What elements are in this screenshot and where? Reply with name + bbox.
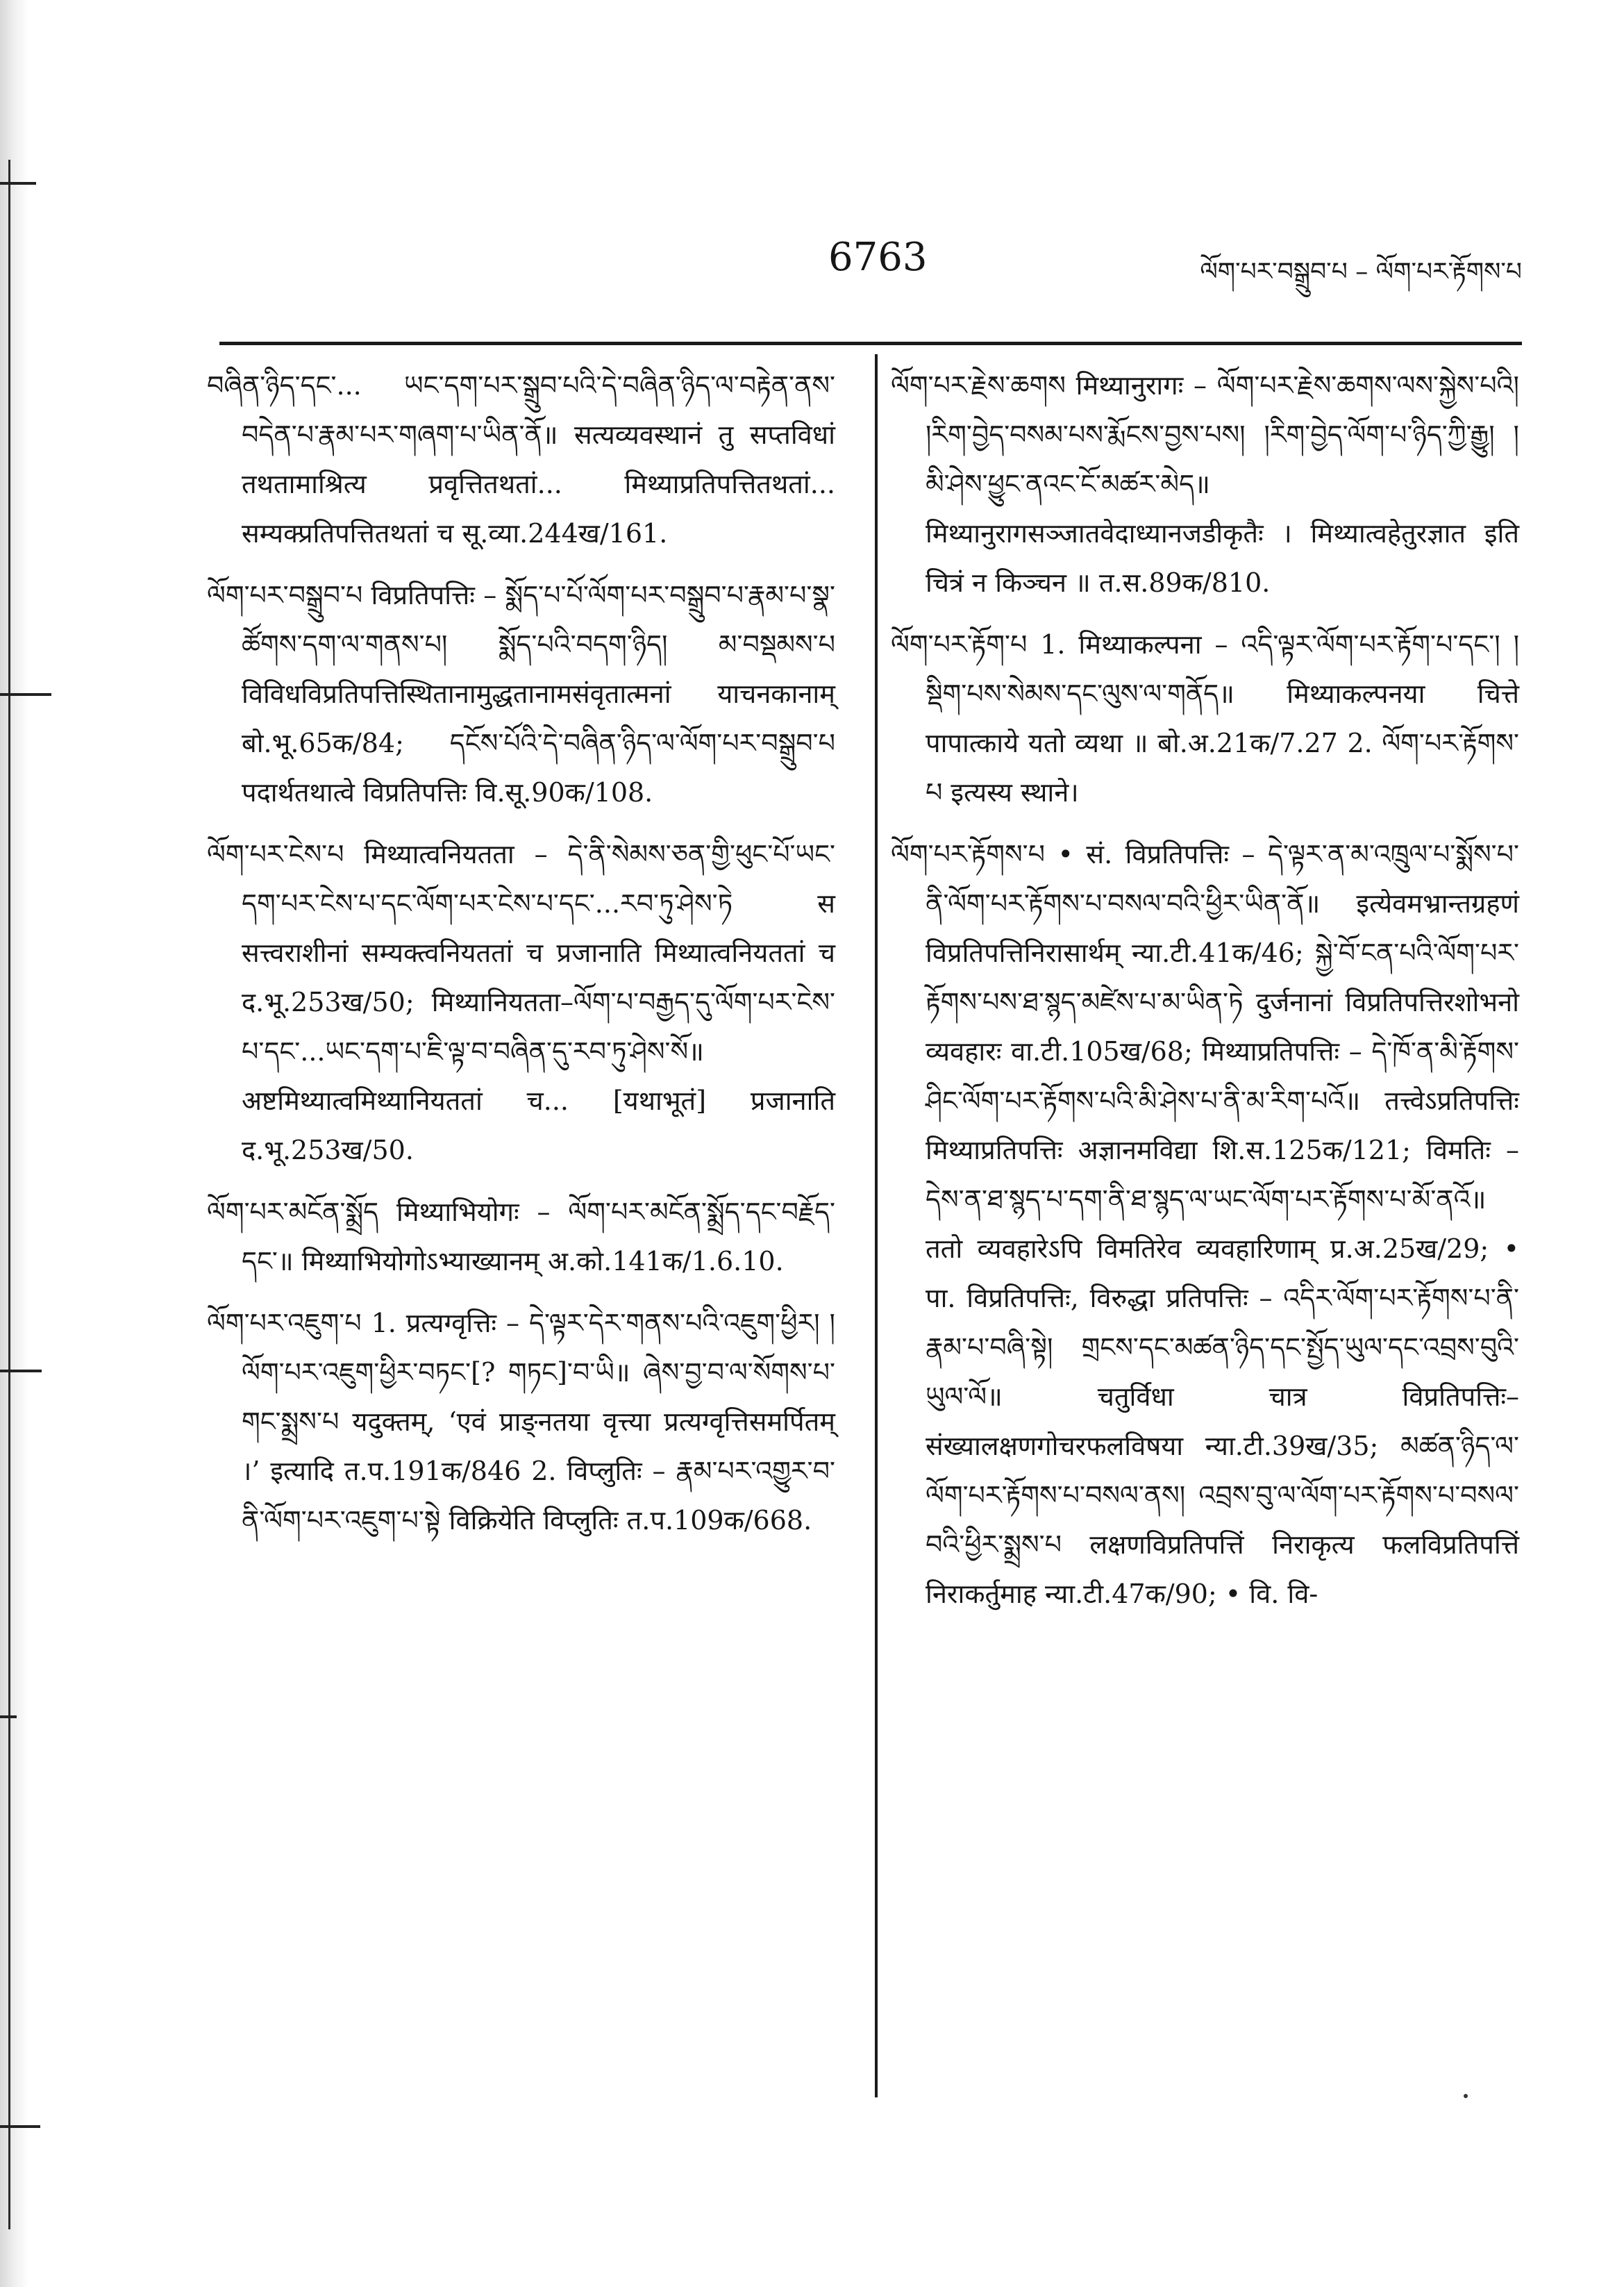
edge-tick: [0, 1370, 42, 1372]
running-header: ལོག་པར་བསྒྲུབ་པ – ལོག་པར་རྟོགས་པ: [1200, 258, 1522, 286]
edge-tick: [0, 693, 51, 696]
dictionary-entry: ལོག་པར་རྗེས་ཆགས मिथ्यानुरागः – ལོག་པར་རྗེས་ཆགས་ལས་སྐྱེས་པའི། །རིག་བྱེད་བསམ་པས་རྨོངས་བྱས་པས། །རིག་བྱེད་ལོག་པ་ཉིད་ཀྱི་རྒྱུ། །མི་ཤེས་ཕྱུང་ནའང་ངོ་མཚར་མེད॥ मिथ्यानुरागसञ्जातवेदाध्यानजडीकृतैः । मिथ्यात्वहेतुरज्ञात इति चित्रं न किञ्चन ॥ त.स.89क/810.: [891, 370, 1519, 598]
column-divider: [875, 354, 878, 2097]
scan-speck: [1464, 2094, 1468, 2098]
binding-line: [8, 160, 10, 2229]
dictionary-entry: ལོག་པར་ངེས་པ मिथ्यात्वनियतता – དེ་ནི་སེམས་ཅན་གྱི་ཕུང་པོ་ཡང་དག་པར་ངེས་པ་དང་ལོག་པར་ངེས་པ་དང་...རབ་ཏུ་ཤེས་ཏེ स सत्त्वराशीनां सम्यक्त्वनियततां च प्रजानाति मिथ्यात्वनियततां च द.भू.253ख/50; मिथ्यानियतता–ལོག་པ་བརྒྱད་དུ་ལོག་པར་ངེས་པ་དང་...ཡང་དག་པ་ཇི་ལྟ་བ་བཞིན་དུ་རབ་ཏུ་ཤེས་སོ॥ अष्टमिथ्यात्वमिथ्यानियततां च... [यथाभूतं] प्रजानाति द.भू.253ख/50.: [207, 839, 835, 1165]
dictionary-entry: ལོག་པར་རྟོགས་པ • सं. विप्रतिपत्तिः – དེ་ལྟར་ན་མ་འཁྲུལ་པ་སྨོས་པ་ནི་ལོག་པར་རྟོགས་པ་བསལ་བའི་ཕྱིར་ཡིན་ནོ॥ इत्येवमभ्रान्तग्रहणं विप्रतिपत्तिनिरासार्थम् न्या.टी.41क/46; སྐྱེ་བོ་ངན་པའི་ལོག་པར་རྟོགས་པས་ཐ་སྙད་མཛེས་པ་མ་ཡིན་ཏེ दुर्जनानां विप्रतिपत्तिरशोभनो व्यवहारः वा.टी.105ख/68; मिथ्याप्रतिपत्तिः – དེ་ཁོ་ན་མི་རྟོགས་ཤིང་ལོག་པར་རྟོགས་པའི་མི་ཤེས་པ་ནི་མ་རིག་པའོ॥ तत्त्वेऽप्रतिपत्तिः मिथ्याप्रतिपत्तिः अज्ञानमविद्या शि.स.125क/121; विमतिः – དེས་ན་ཐ་སྙད་པ་དག་ནི་ཐ་སྙད་ལ་ཡང་ལོག་པར་རྟོགས་པ་མོ་ནའོ॥ ततो व्यवहारेऽपि विमतिरेव व्यवहारिणाम् प्र.अ.25ख/29; • पा. विप्रतिपत्तिः, विरुद्धा प्रतिपत्तिः – འདིར་ལོག་པར་རྟོགས་པ་ནི་རྣམ་པ་བཞི་སྟེ། གྲངས་དང་མཚན་ཉིད་དང་སྤྱོད་ཡུལ་དང་འབྲས་བུའི་ཡུལ་ལོ॥ चतुर्विधा चात्र विप्रतिपत्तिः– संख्यालक्षणगोचरफलविषया न्या.टी.39ख/35; མཚན་ཉིད་ལ་ལོག་པར་རྟོགས་པ་བསལ་ནས། འབྲས་བུ་ལ་ལོག་པར་རྟོགས་པ་བསལ་བའི་ཕྱིར་སྨྲས་པ लक्षणविप्रतिपत्तिं निराकृत्य फलविप्रतिपत्तिं निराकर्तुमाह न्या.टी.47क/90; • वि. वि-: [891, 839, 1519, 1609]
edge-tick: [0, 2125, 40, 2128]
page-number: 6763: [828, 235, 928, 280]
dictionary-entry: ལོག་པར་མངོན་སྨྲོད मिथ्याभियोगः – ལོག་པར་མངོན་སྨྲོད་དང་བརྗོད་དང་॥ मिथ्याभियोगोऽभ्याख्यानम् अ.को.141क/1.6.10.: [207, 1197, 835, 1276]
dictionary-entry: ལོག་པར་བསྒྲུབ་པ विप्रतिपत्तिः – སྨོད་པ་པོ་ལོག་པར་བསྒྲུབ་པ་རྣམ་པ་སྣ་ཚོགས་དག་ལ་གནས་པ། སྨོད་པའི་བདག་ཉིད། མ་བསྡམས་པ विविधविप्रतिपत्तिस्थितानामुद्धतानामसंवृतात्मनां याचनकानाम् बो.भू.65क/84; དངོས་པོའི་དེ་བཞིན་ཉིད་ལ་ལོག་པར་བསྒྲུབ་པ पदार्थतथात्वे विप्रतिपत्तिः वि.सू.90क/108.: [207, 580, 835, 808]
dictionary-entry: ལོག་པར་རྟོག་པ 1. मिथ्याकल्पना – འདི་ལྟར་ལོག་པར་རྟོག་པ་དང་། །སྡིག་པས་སེམས་དང་ལུས་ལ་གནོད॥ मिथ्याकल्पनया चित्ते पापात्काये यतो व्यथा ॥ बो.अ.21क/7.27 2. ལོག་པར་རྟོགས་པ इत्यस्य स्थाने।: [891, 629, 1519, 808]
header-rule: [219, 342, 1522, 345]
left-column: [207, 361, 835, 1558]
dictionary-entry: ལོག་པར་འཇུག་པ 1. प्रत्यग्वृत्तिः – དེ་ལྟར་དེར་གནས་པའི་འཇུག་ཕྱིར། །ལོག་པར་འཇུག་ཕྱིར་བཏང་[? གཏང]་བ་ཡི॥ ཞེས་བྱ་བ་ལ་སོགས་པ་གང་སྨྲས་པ यदुक्तम्, ‘एवं प्राङ्नतया वृत्त्या प्रत्यग्वृत्तिसमर्पितम् ।’ इत्यादि त.प.191क/846 2. विप्लुतिः – རྣམ་པར་འགྱུར་བ་ནི་ལོག་པར་འཇུག་པ་སྟེ विक्रियेति विप्लुतिः त.प.109क/668.: [207, 1308, 835, 1536]
right-column: [891, 361, 1519, 1631]
edge-tick: [0, 182, 36, 185]
scan-edge: [0, 0, 29, 2287]
edge-tick: [0, 1715, 17, 1718]
dictionary-entry: བཞིན་ཉིད་དང་... ཡང་དག་པར་སྒྲུབ་པའི་དེ་བཞིན་ཉིད་ལ་བརྟེན་ནས་བདེན་པ་རྣམ་པར་གཞག་པ་ཡིན་ནོ॥ सत्यव्यवस्थानं तु सप्तविधां तथतामाश्रित्य प्रवृत्तितथतां... मिथ्याप्रतिपत्तितथतां... सम्यक्प्रतिपत्तितथतां च सू.व्या.244ख/161.: [207, 370, 835, 549]
